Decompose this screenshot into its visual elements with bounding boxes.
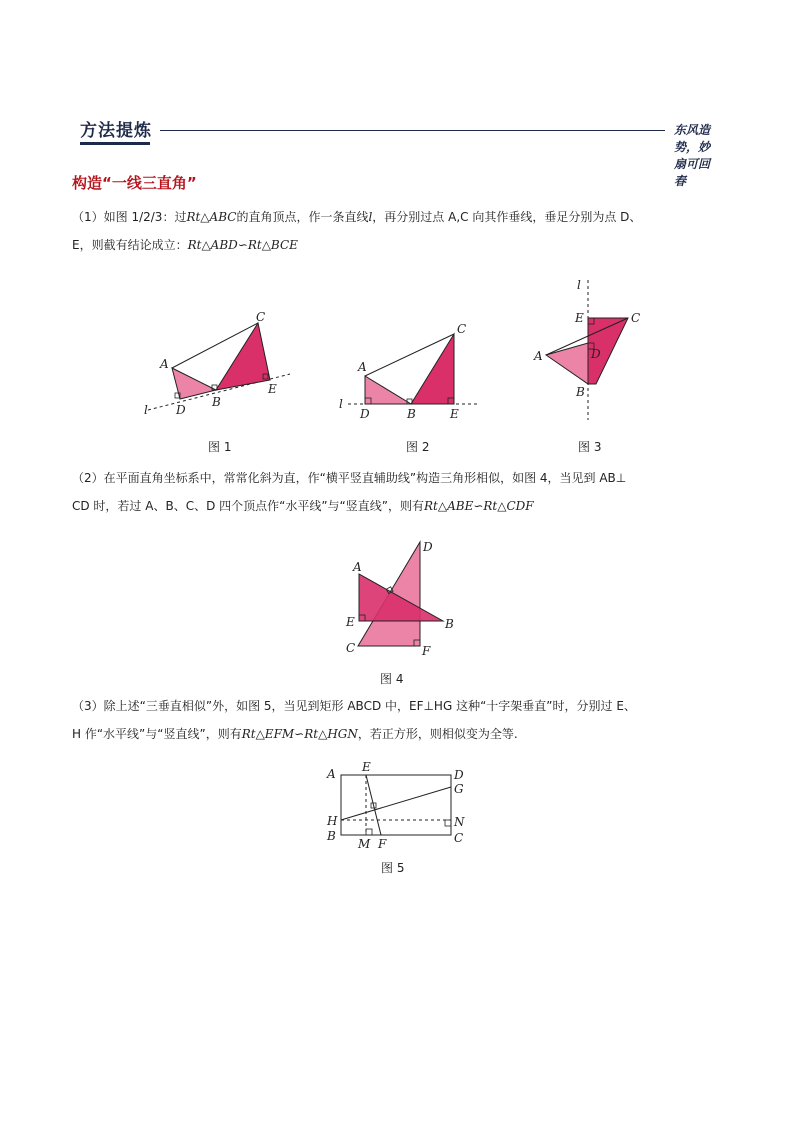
figure-3 — [528, 272, 648, 424]
fig2-label-d: D — [360, 407, 370, 421]
fig2-label-l: l — [339, 397, 343, 411]
paragraph-2-line-1: （2）在平面直角坐标系中，常常化斜为直，作“横平竖直辅助线”构造三角形相似，如图 4，当见到 AB⊥ — [72, 471, 627, 485]
fig1-label-l: l — [144, 403, 148, 417]
paragraph-1 — [72, 203, 724, 259]
fig4-label-f: F — [422, 644, 431, 658]
fig5-label-n: N — [454, 815, 465, 829]
fig2-label-e: E — [450, 407, 459, 421]
paragraph-3 — [72, 692, 724, 748]
fig3-caption: 图 3 — [578, 440, 602, 454]
header-slogan: 东风造势，妙扇可回春 — [674, 123, 711, 188]
fig3-label-a: A — [534, 349, 543, 363]
figure-1 — [140, 305, 300, 425]
fig5-caption: 图 5 — [381, 861, 405, 875]
fig2-label-a: A — [358, 360, 367, 374]
fig4-label-c: C — [346, 641, 356, 655]
fig5-label-f: F — [378, 837, 387, 851]
fig3-label-b: B — [576, 385, 585, 399]
fig1-caption: 图 1 — [208, 440, 232, 454]
fig5-label-h: H — [327, 814, 338, 828]
fig4-label-e: E — [346, 615, 355, 629]
fig5-label-e: E — [362, 760, 371, 774]
fig3-label-l: l — [577, 278, 581, 292]
fig3-label-c: C — [631, 311, 641, 325]
figure-5 — [322, 760, 472, 854]
paragraph-1-line-2: E，则截有结论成立：Rt△ABD∽Rt△BCE — [72, 238, 298, 252]
fig5-label-c: C — [454, 831, 464, 845]
fig4-label-a: A — [353, 560, 362, 574]
fig5-label-g: G — [454, 782, 464, 796]
fig5-label-a: A — [327, 767, 336, 781]
header-rule — [160, 130, 665, 131]
fig3-label-d: D — [591, 347, 601, 361]
fig2-label-b: B — [407, 407, 416, 421]
paragraph-3-line-1: （3）除上述“三垂直相似”外，如图 5，当见到矩形 ABCD 中，EF⊥HG 这种“十字架垂直”时，分别过 E、 — [72, 699, 636, 713]
fig2-label-c: C — [457, 322, 467, 336]
header-underline — [80, 142, 150, 145]
paragraph-3-line-2: H 作“水平线”与“竖直线”，则有Rt△EFM∽Rt△HGN，若正方形，则相似变为全等. — [72, 727, 518, 741]
fig2-caption: 图 2 — [406, 440, 430, 454]
figure-2 — [333, 318, 481, 422]
fig4-label-b: B — [445, 617, 454, 631]
fig1-label-d: D — [176, 403, 186, 417]
paragraph-2 — [72, 464, 724, 520]
fig1-label-e: E — [268, 382, 277, 396]
fig4-caption: 图 4 — [380, 672, 404, 686]
fig3-label-e: E — [575, 311, 584, 325]
fig5-label-b: B — [327, 829, 336, 843]
fig1-label-c: C — [256, 310, 266, 324]
header-title: 方法提炼 — [80, 121, 152, 141]
fig1-label-a: A — [160, 357, 169, 371]
fig5-label-m: M — [358, 837, 371, 851]
fig4-label-d: D — [423, 540, 433, 554]
fig5-label-d: D — [454, 768, 464, 782]
figure-4 — [340, 534, 460, 660]
fig1-label-b: B — [212, 395, 221, 409]
paragraph-2-line-2: CD 时，若过 A、B、C、D 四个顶点作“水平线”与“竖直线”，则有Rt△ABE∽Rt△CDF — [72, 499, 534, 513]
section-title: 构造“一线三直角” — [72, 174, 197, 192]
paragraph-1-line-1: （1）如图 1/2/3：过Rt△ABC的直角顶点，作一条直线l，再分别过点 A,C 向其作垂线，垂足分别为点 D、 — [72, 210, 642, 224]
